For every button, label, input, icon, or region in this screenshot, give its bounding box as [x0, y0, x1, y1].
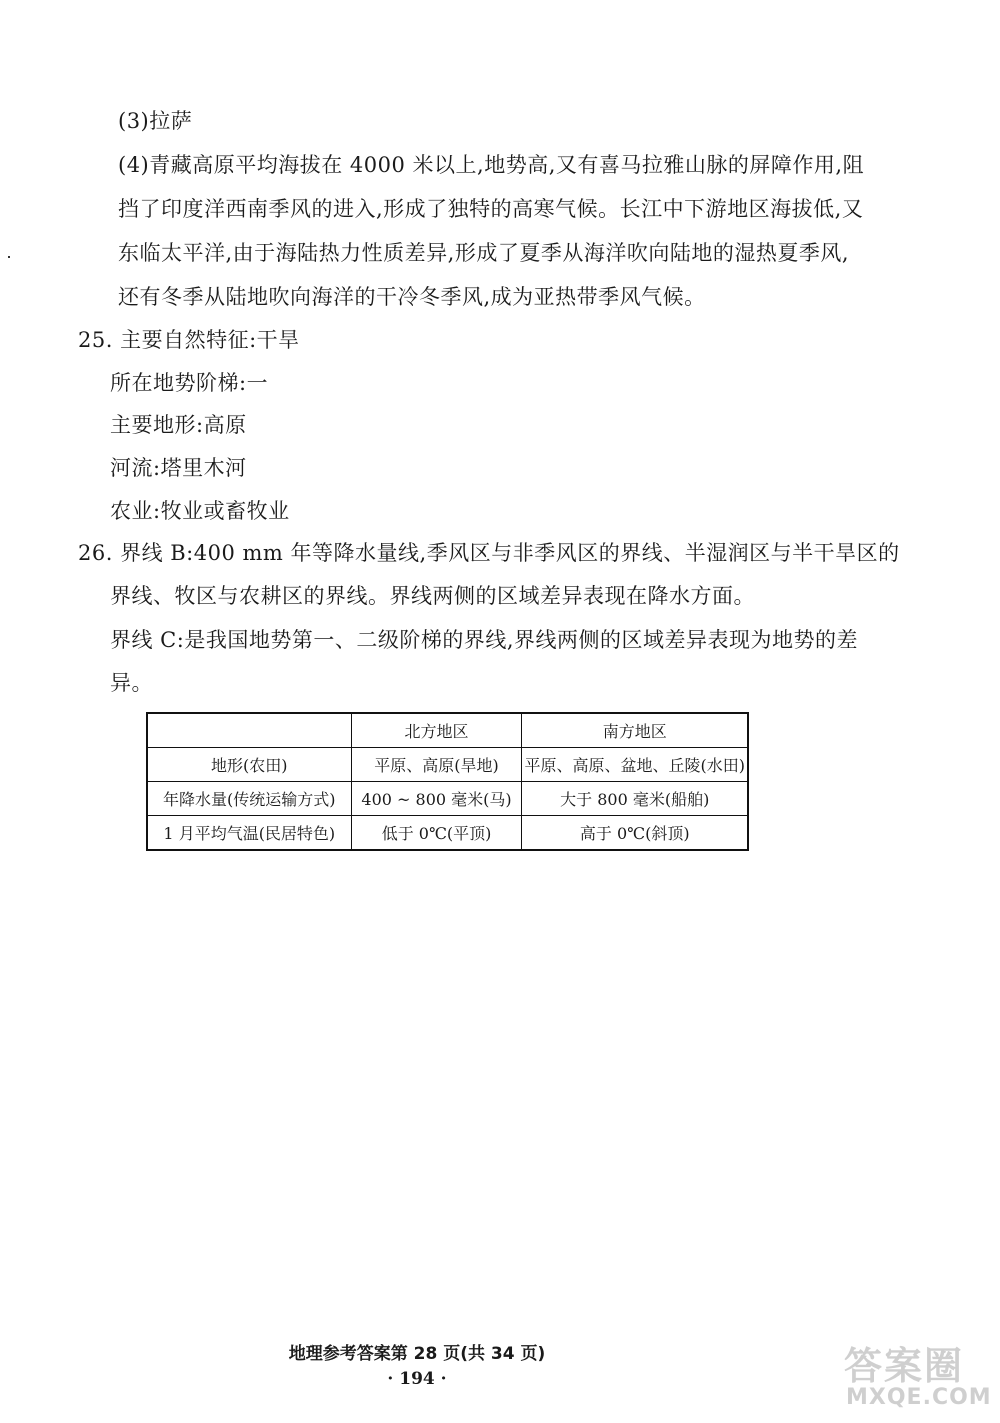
answer-26-boundary-b-line1: 26. 界线 B:400 mm 年等降水量线,季风区与非季风区的界线、半湿润区与半干旱区的 [78, 541, 900, 565]
table-header-cell: 南方地区 [522, 713, 748, 748]
comparison-table-wrapper [146, 712, 749, 851]
table-header-cell [147, 713, 351, 748]
answer-26-boundary-c-line2: 异。 [110, 671, 153, 695]
table-cell: 高于 0℃(斜顶) [522, 816, 748, 851]
answer-24-3: (3)拉萨 [118, 109, 193, 133]
table-cell: 年降水量(传统运输方式) [147, 782, 351, 816]
table-cell: 低于 0℃(平顶) [351, 816, 522, 851]
answer-25-agriculture: 农业:牧业或畜牧业 [110, 499, 290, 523]
answer-26-boundary-c-line1: 界线 C:是我国地势第一、二级阶梯的界线,界线两侧的区域差异表现为地势的差 [110, 628, 858, 652]
table-cell: 1 月平均气温(民居特色) [147, 816, 351, 851]
table-header-cell: 北方地区 [351, 713, 522, 748]
table-cell: 400 ~ 800 毫米(马) [351, 782, 522, 816]
scan-speck [8, 256, 10, 258]
table-row [147, 782, 748, 816]
table-cell: 平原、高原(旱地) [351, 748, 522, 782]
watermark-top-text: 答案圈 [844, 1344, 965, 1388]
table-cell: 大于 800 毫米(船舶) [522, 782, 748, 816]
answer-24-4-line1: (4)青藏高原平均海拔在 4000 米以上,地势高,又有喜马拉雅山脉的屏障作用,阻 [118, 153, 865, 177]
page-number: · 194 · [387, 1369, 447, 1389]
answer-24-4-line2: 挡了印度洋西南季风的进入,形成了独特的高寒气候。长江中下游地区海拔低,又 [118, 197, 864, 221]
watermark-bottom-text: MXQE.COM [846, 1385, 992, 1410]
site-watermark-logo [844, 1335, 992, 1415]
answer-25-terrain-step: 所在地势阶梯:一 [110, 371, 269, 395]
answer-26-boundary-b-line2: 界线、牧区与农耕区的界线。界线两侧的区域差异表现在降水方面。 [110, 584, 755, 608]
answer-24-4-line4: 还有冬季从陆地吹向海洋的干冷冬季风,成为亚热带季风气候。 [118, 285, 706, 309]
table-cell: 地形(农田) [147, 748, 351, 782]
north-south-comparison-table [146, 712, 749, 851]
table-header-row [147, 713, 748, 748]
table-cell: 平原、高原、盆地、丘陵(水田) [522, 748, 748, 782]
answer-25-feature: 25. 主要自然特征:干旱 [78, 328, 300, 352]
table-row [147, 816, 748, 851]
answer-25-landform: 主要地形:高原 [110, 413, 247, 437]
answer-24-4-line3: 东临太平洋,由于海陆热力性质差异,形成了夏季从海洋吹向陆地的湿热夏季风, [118, 241, 850, 265]
answer-25-river: 河流:塔里木河 [110, 456, 247, 480]
table-row [147, 748, 748, 782]
page-footer-title: 地理参考答案第 28 页(共 34 页) [288, 1344, 546, 1364]
